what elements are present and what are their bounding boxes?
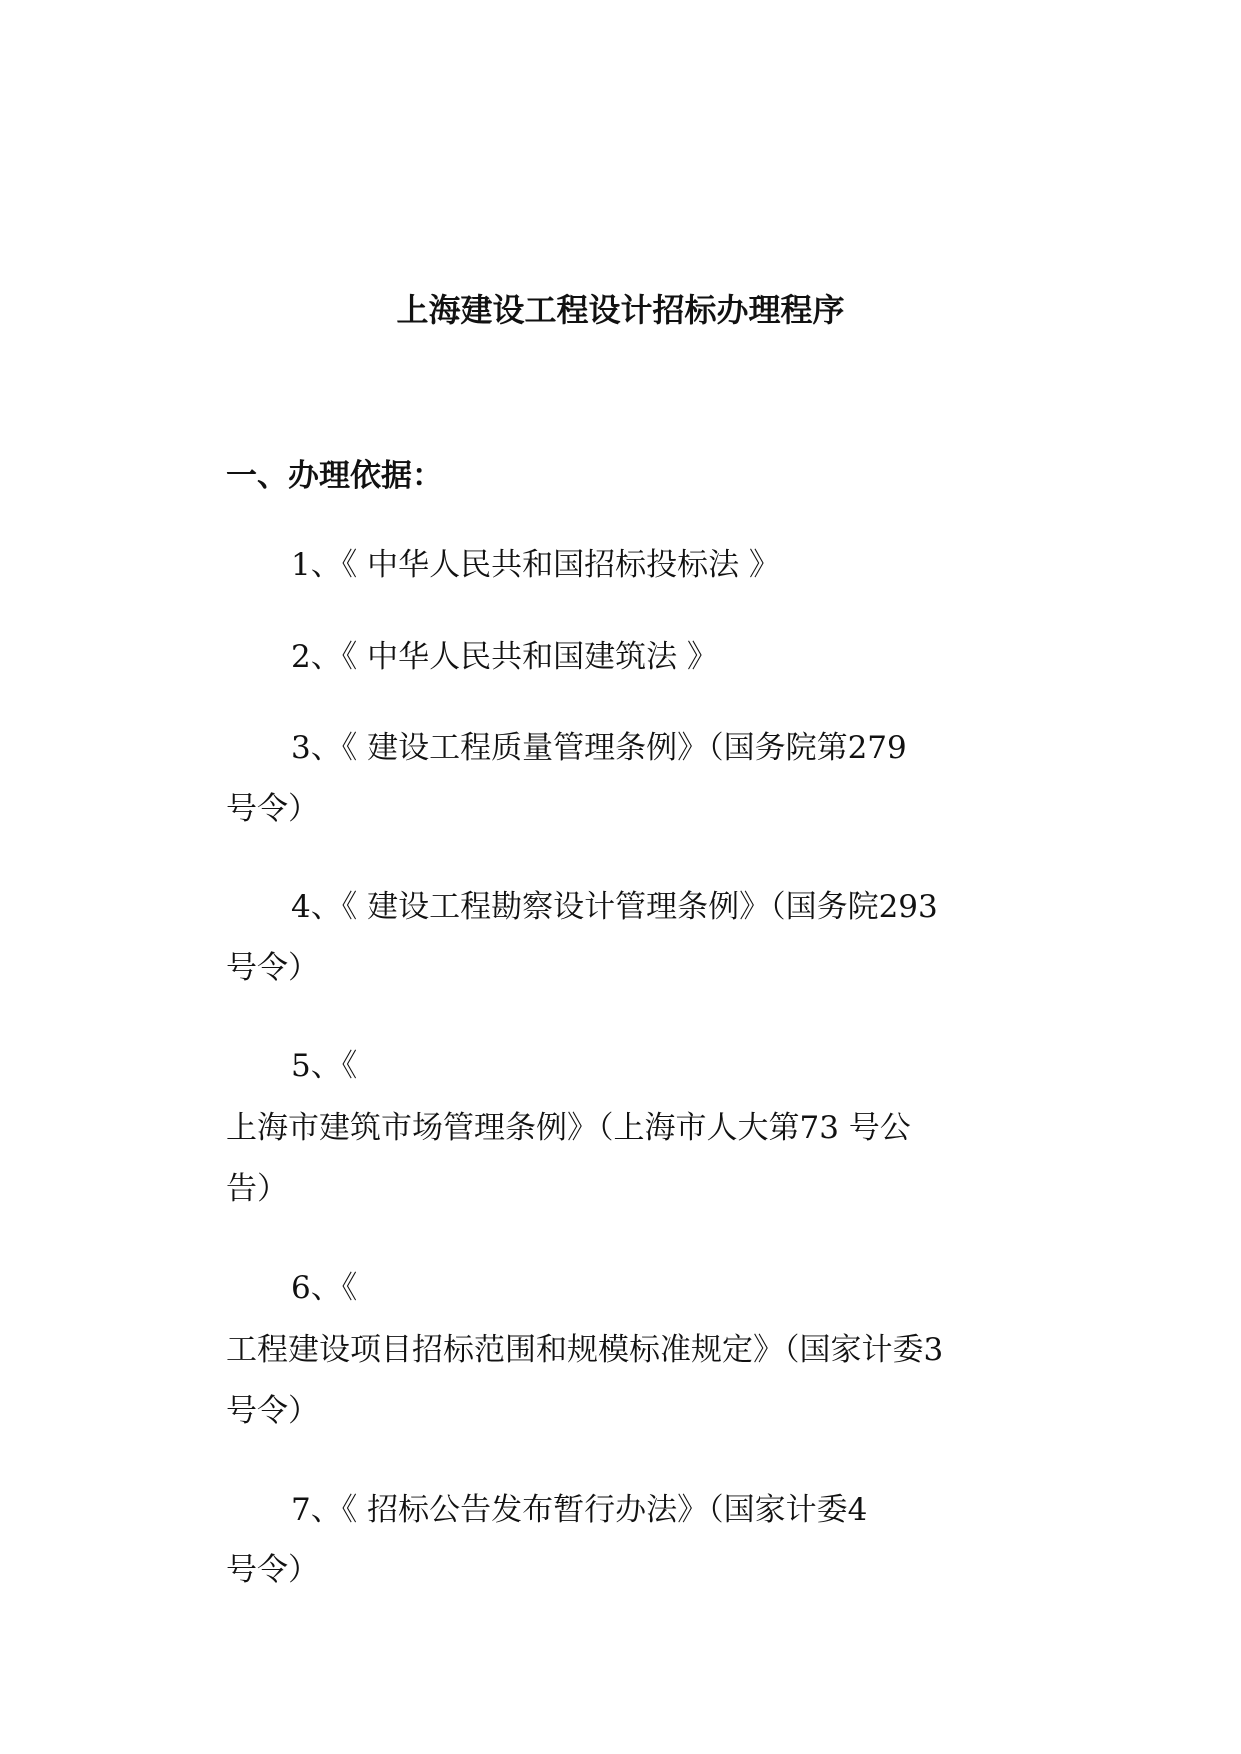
list-item-5-line-3: 告） [226,1171,288,1207]
list-item-7-line-2: 号令） [226,1552,319,1588]
list-item-1-line-1: 1、《 中华人民共和国招标投标法 》 [291,547,780,583]
document-title: 上海建设工程设计招标办理程序 [396,291,845,329]
list-item-6-line-3: 号令） [226,1393,319,1429]
list-item-3-line-2: 号令） [226,791,319,827]
list-item-4-line-1: 4、《 建设工程勘察设计管理条例》（国务院293 [291,889,938,925]
list-item-5-line-1: 5、《 [291,1048,358,1084]
list-item-6-line-2: 工程建设项目招标范围和规模标准规定》（国家计委3 [226,1332,944,1368]
list-item-6-line-1: 6、《 [291,1270,358,1306]
list-item-7-line-1: 7、《 招标公告发布暂行办法》（国家计委4 [291,1492,868,1528]
list-item-2-line-1: 2、《 中华人民共和国建筑法 》 [291,639,718,675]
section-heading: 一、办理依据： [226,458,443,494]
list-item-5-line-2: 上海市建筑市场管理条例》（上海市人大第73 号公 [226,1110,911,1146]
list-item-4-line-2: 号令） [226,950,319,986]
list-item-3-line-1: 3、《 建设工程质量管理条例》（国务院第279 [291,730,907,766]
